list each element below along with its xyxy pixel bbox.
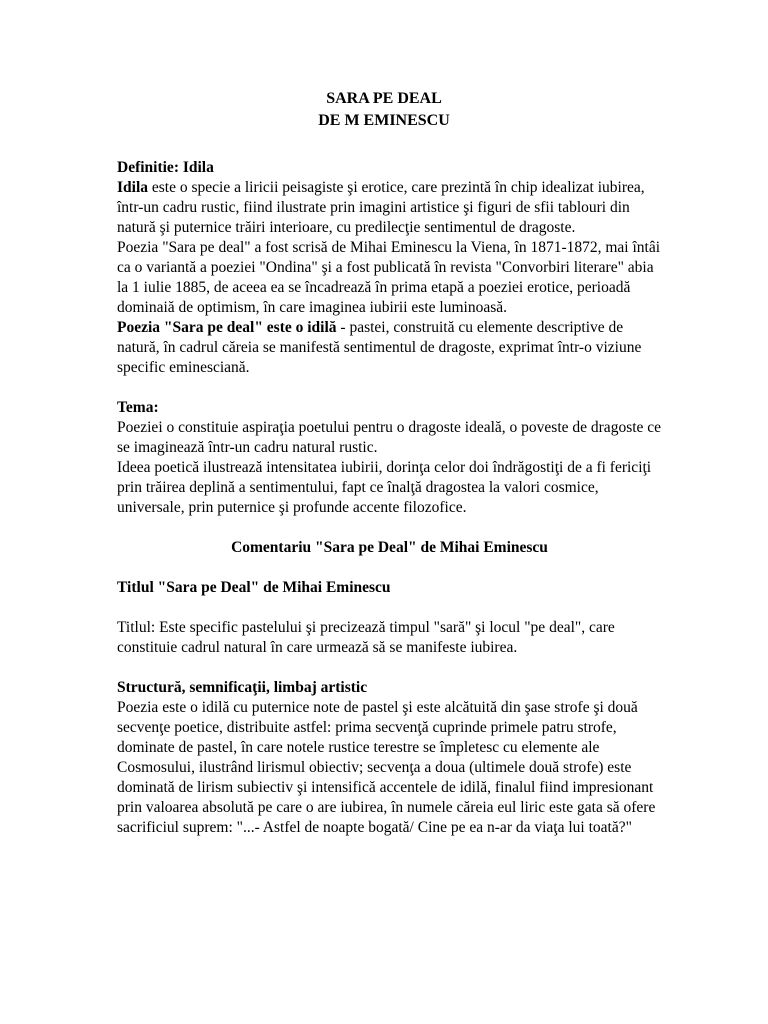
structura-heading: Structură, semnificaţii, limbaj artistic [117, 679, 368, 696]
document-subtitle: DE M EMINESCU [318, 112, 450, 129]
definitie-heading: Definitie: Idila [117, 159, 214, 176]
idila-paragraph [117, 318, 662, 378]
idila-text: - pastei, construită cu elemente descriptive de natură, în cadrul căreia se manifestă sentimentul de dragoste, exprimat într-o viziune specific eminesciană. [117, 319, 642, 376]
titlul-heading: Titlul "Sara pe Deal" de Mihai Eminescu [117, 579, 391, 596]
tema-paragraph-2: Ideea poetică ilustrează intensitatea iubirii, dorinţa celor doi îndrăgostiţi de a fi fericiţi prin trăirea deplină a sentimentului, fapt ce înalţă dragostea la valori cosmice, universale, prin puternice şi profunde accente filozofice. [117, 459, 652, 516]
idila-bold: Poezia "Sara pe deal" este o idilă [117, 319, 337, 336]
document-body [117, 158, 662, 838]
tema-paragraph-1: Poeziei o constituie aspiraţia poetului pentru o dragoste ideală, o poveste de dragoste ce se imaginează într-un cadru natural rustic. [117, 419, 662, 456]
definitie-term: Idila [117, 179, 149, 196]
titlul-paragraph: Titlul: Este specific pastelului şi precizează timpul "sară" şi locul "pe deal", care constituie cadrul natural în care urmează să se manifeste iubirea. [117, 619, 615, 656]
intro-paragraph: Poezia "Sara pe deal" a fost scrisă de Mihai Eminescu la Viena, în 1871-1872, mai întâi ca o variantă a poeziei "Ondina" şi a fost publicată în revista "Convorbiri literare" abia la 1 iulie 1885, de aceea ea se încadrează în prima etapă a poeziei erotice, perioadă dominaiă de optimism, în care imaginea iubirii este luminoasă. [117, 239, 661, 316]
document-title: SARA PE DEAL [326, 90, 442, 107]
comentariu-heading: Comentariu "Sara pe Deal" de Mihai Eminescu [231, 539, 548, 556]
definitie-text: este o specie a liricii peisagiste şi erotice, care prezintă în chip idealizat iubirea, într-un cadru rustic, fiind ilustrate prin imagini artistice şi figuri de sfii tablouri din natură şi puternice trăiri interioare, cu predilecţie sentimentul de dragoste. [117, 179, 645, 236]
structura-paragraph: Poezia este o idilă cu puternice note de pastel şi este alcătuită din şase strofe şi două secvenţe poetice, distribuite astfel: prima secvenţă cuprinde primele patru strofe, dominate de pastel, în care notele rustice terestre se împletesc cu elemente ale Cosmosului, ilustrând lirismul obiectiv; secvenţa a doua (ultimele două strofe) este dominată de lirism subiectiv şi intensifică accentele de idilă, finalul fiind impresionant prin valoarea absolută pe care o are iubirea, în numele căreia eul liric este gata să ofere sacrificiul suprem: "...- Astfel de noapte bogată/ Cine pe ea n-ar da viaţa lui toată?" [117, 699, 656, 836]
definitie-paragraph [117, 178, 662, 238]
tema-heading: Tema: [117, 399, 159, 416]
title-block [0, 88, 768, 132]
